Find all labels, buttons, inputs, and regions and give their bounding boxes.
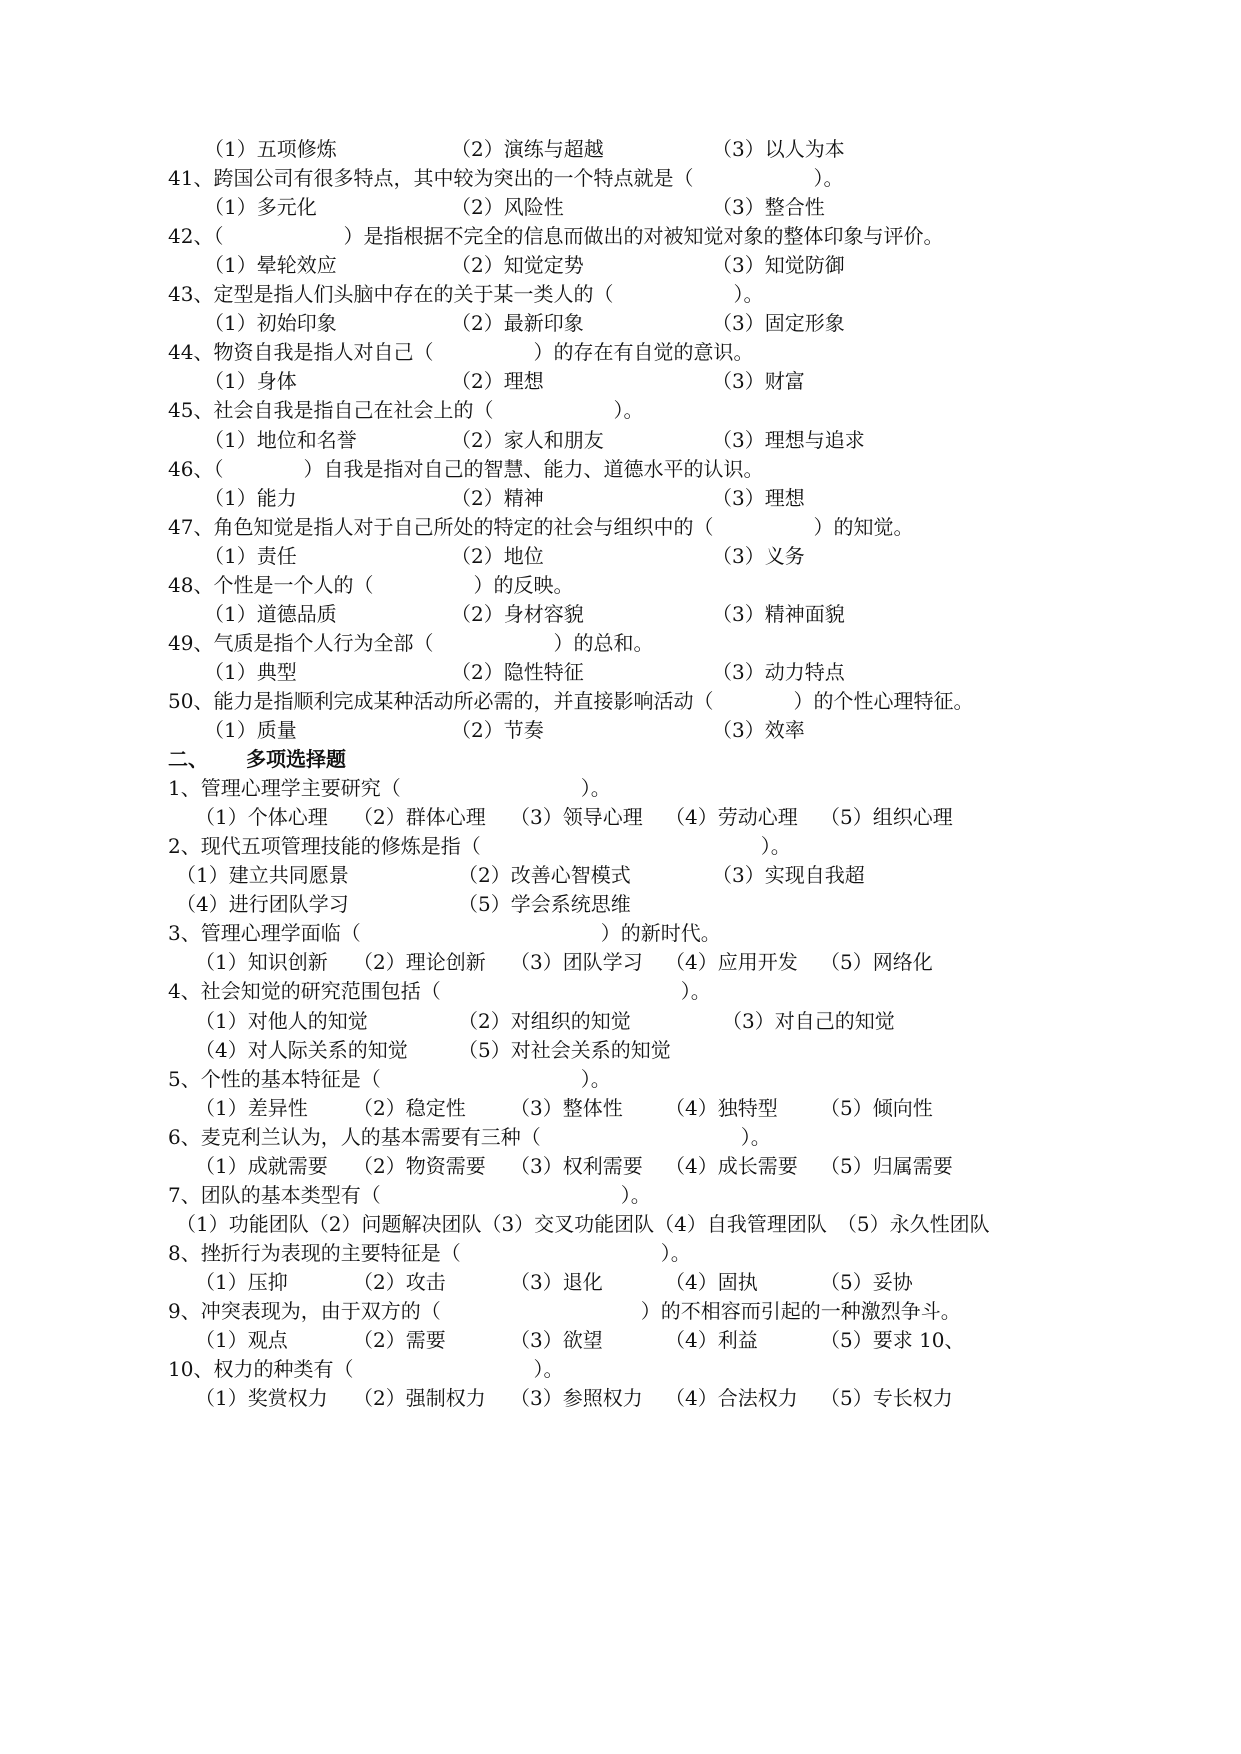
question-line <box>0 453 1241 485</box>
option-item: （5）要求 10、 <box>820 1328 965 1353</box>
option-item: （3）参照权力 <box>510 1386 643 1411</box>
option-item: （4）劳动心理 <box>665 805 798 830</box>
option-item: （2）精神 <box>451 485 544 510</box>
question-text: 41、跨国公司有很多特点，其中较为突出的一个特点就是（ ）。 <box>168 166 844 191</box>
question-line <box>0 1063 1241 1095</box>
option-item: （2）改善心智模式 <box>458 863 631 888</box>
option-line <box>0 1208 1241 1240</box>
question-line <box>0 162 1241 194</box>
option-item: （1）成就需要 <box>195 1153 328 1178</box>
option-item: （1）地位和名誉 <box>204 427 357 452</box>
option-item: （1）奖赏权力 <box>195 1386 328 1411</box>
options-row <box>0 424 1241 456</box>
option-item: （3）权利需要 <box>510 1153 643 1178</box>
option-item: （5）网络化 <box>820 950 933 975</box>
question-text: 48、个性是一个人的（ ）的反映。 <box>168 572 574 597</box>
options-row <box>0 714 1241 746</box>
option-item: （1）知识创新 <box>195 950 328 975</box>
option-text: （1）功能团队（2）问题解决团队（3）交叉功能团队（4）自我管理团队 （5）永久性团队 <box>176 1211 990 1236</box>
question-text: 44、物资自我是指人对自己（ ）的存在有自觉的意识。 <box>168 340 754 365</box>
options-row <box>0 1005 1241 1037</box>
question-line <box>0 220 1241 252</box>
option-item: （2）对组织的知觉 <box>458 1008 631 1033</box>
question-text: 10、权力的种类有（ ）。 <box>168 1357 564 1382</box>
options-row <box>0 1092 1241 1124</box>
option-item: （3）退化 <box>510 1269 603 1294</box>
question-line <box>0 1353 1241 1385</box>
option-item: （4）应用开发 <box>665 950 798 975</box>
options-row <box>0 307 1241 339</box>
options-row <box>0 598 1241 630</box>
option-item: （1）压抑 <box>195 1269 288 1294</box>
option-item: （5）专长权力 <box>820 1386 953 1411</box>
options-row <box>0 656 1241 688</box>
options-row <box>0 1034 1241 1066</box>
option-item: （3）理想与追求 <box>712 427 865 452</box>
option-item: （2）节奏 <box>451 718 544 742</box>
options-row <box>0 482 1241 514</box>
option-item: （1）观点 <box>195 1328 288 1353</box>
option-item: （2）知觉定势 <box>451 253 584 278</box>
option-item: （3）整体性 <box>510 1095 623 1120</box>
option-item: （1）质量 <box>204 718 297 742</box>
section-number: 二、 <box>168 747 208 772</box>
question-line <box>0 917 1241 949</box>
option-item: （3）欲望 <box>510 1328 603 1353</box>
question-line <box>0 569 1241 601</box>
option-item: （2）演练与超越 <box>451 137 604 161</box>
question-text: 9、冲突表现为，由于双方的（ ）的不相容而引起的一种激烈争斗。 <box>168 1299 961 1323</box>
question-line <box>0 1179 1241 1211</box>
options-row <box>0 801 1241 833</box>
option-item: （4）利益 <box>665 1328 758 1353</box>
question-line <box>0 278 1241 310</box>
option-item: （4）合法权力 <box>665 1386 798 1411</box>
option-item: （3）理想 <box>712 485 805 510</box>
option-item: （1）差异性 <box>195 1095 308 1120</box>
option-item: （2）需要 <box>353 1328 446 1353</box>
option-item: （5）学会系统思维 <box>458 892 631 917</box>
option-item: （2）理论创新 <box>353 950 486 975</box>
option-item: （4）进行团队学习 <box>176 892 349 917</box>
option-item: （2）家人和朋友 <box>451 427 604 452</box>
option-item: （1）对他人的知觉 <box>195 1008 368 1033</box>
question-line <box>0 336 1241 368</box>
option-item: （2）攻击 <box>353 1269 446 1294</box>
option-item: （3）动力特点 <box>712 659 845 684</box>
options-row <box>0 1324 1241 1356</box>
option-item: （1）能力 <box>204 485 297 510</box>
options-row <box>0 859 1241 891</box>
option-item: （1）晕轮效应 <box>204 253 337 278</box>
question-text: 46、（ ）自我是指对自己的智慧、能力、道德水平的认识。 <box>168 456 764 481</box>
option-item: （4）对人际关系的知觉 <box>195 1037 408 1062</box>
option-item: （2）群体心理 <box>353 805 486 830</box>
question-line <box>0 685 1241 717</box>
question-line <box>0 1237 1241 1269</box>
option-item: （3）财富 <box>712 369 805 394</box>
section-heading <box>0 743 1241 775</box>
options-row <box>0 946 1241 978</box>
option-item: （2）隐性特征 <box>451 659 584 684</box>
question-text: 4、社会知觉的研究范围包括（ ）。 <box>168 979 711 1004</box>
options-row <box>0 1382 1241 1414</box>
options-row <box>0 133 1241 165</box>
options-row <box>0 249 1241 281</box>
option-item: （2）最新印象 <box>451 311 584 336</box>
question-text: 1、管理心理学主要研究（ ）。 <box>168 776 611 801</box>
question-line <box>0 1295 1241 1327</box>
question-text: 42、（ ）是指根据不完全的信息而做出的对被知觉对象的整体印象与评价。 <box>168 224 944 249</box>
options-row <box>0 191 1241 223</box>
options-row <box>0 888 1241 920</box>
option-item: （3）团队学习 <box>510 950 643 975</box>
question-line <box>0 975 1241 1007</box>
question-line <box>0 1121 1241 1153</box>
option-item: （5）妥协 <box>820 1269 913 1294</box>
options-row <box>0 365 1241 397</box>
options-row <box>0 540 1241 572</box>
option-item: （3）精神面貌 <box>712 601 845 626</box>
option-item: （2）稳定性 <box>353 1095 466 1120</box>
option-item: （1）典型 <box>204 659 297 684</box>
option-item: （1）初始印象 <box>204 311 337 336</box>
option-item: （1）责任 <box>204 543 297 568</box>
question-text: 5、个性的基本特征是（ ）。 <box>168 1066 611 1091</box>
option-item: （4）固执 <box>665 1269 758 1294</box>
section-title: 多项选择题 <box>246 747 346 772</box>
option-item: （5）组织心理 <box>820 805 953 830</box>
question-text: 6、麦克利兰认为，人的基本需要有三种（ ）。 <box>168 1124 771 1149</box>
option-item: （2）风险性 <box>451 195 564 220</box>
option-item: （1）多元化 <box>204 195 317 220</box>
question-text: 8、挫折行为表现的主要特征是（ ）。 <box>168 1240 691 1265</box>
option-item: （2）身材容貌 <box>451 601 584 626</box>
question-line <box>0 511 1241 543</box>
question-text: 47、角色知觉是指人对于自己所处的特定的社会与组织中的（ ）的知觉。 <box>168 514 914 539</box>
option-item: （2）物资需要 <box>353 1153 486 1178</box>
option-item: （2）强制权力 <box>353 1386 486 1411</box>
option-item: （1）道德品质 <box>204 601 337 626</box>
option-item: （3）效率 <box>712 718 805 742</box>
option-item: （3）知觉防御 <box>712 253 845 278</box>
option-item: （2）地位 <box>451 543 544 568</box>
question-line <box>0 627 1241 659</box>
option-item: （3）整合性 <box>712 195 825 220</box>
option-item: （3）对自己的知觉 <box>722 1008 895 1033</box>
option-item: （4）独特型 <box>665 1095 778 1120</box>
question-line <box>0 394 1241 426</box>
options-row <box>0 1266 1241 1298</box>
question-line <box>0 830 1241 862</box>
question-text: 43、定型是指人们头脑中存在的关于某一类人的（ ）。 <box>168 282 764 307</box>
option-item: （1）建立共同愿景 <box>176 863 349 888</box>
option-item: （2）理想 <box>451 369 544 394</box>
question-text: 3、管理心理学面临（ ）的新时代。 <box>168 921 721 946</box>
option-item: （3）领导心理 <box>510 805 643 830</box>
option-item: （4）成长需要 <box>665 1153 798 1178</box>
option-item: （5）倾向性 <box>820 1095 933 1120</box>
option-item: （5）归属需要 <box>820 1153 953 1178</box>
option-item: （1）五项修炼 <box>204 137 337 161</box>
option-item: （1）身体 <box>204 369 297 394</box>
question-text: 2、现代五项管理技能的修炼是指（ ）。 <box>168 834 791 859</box>
question-text: 7、团队的基本类型有（ ）。 <box>168 1182 651 1207</box>
question-text: 45、社会自我是指自己在社会上的（ ）。 <box>168 398 644 423</box>
question-text: 49、气质是指个人行为全部（ ）的总和。 <box>168 630 654 655</box>
question-line <box>0 772 1241 804</box>
option-item: （3）固定形象 <box>712 311 845 336</box>
options-row <box>0 1150 1241 1182</box>
option-item: （5）对社会关系的知觉 <box>458 1037 671 1062</box>
option-item: （3）实现自我超 <box>712 863 865 888</box>
option-item: （3）以人为本 <box>712 137 845 161</box>
option-item: （3）义务 <box>712 543 805 568</box>
option-item: （1）个体心理 <box>195 805 328 830</box>
question-text: 50、能力是指顺利完成某种活动所必需的，并直接影响活动（ ）的个性心理特征。 <box>168 688 974 713</box>
